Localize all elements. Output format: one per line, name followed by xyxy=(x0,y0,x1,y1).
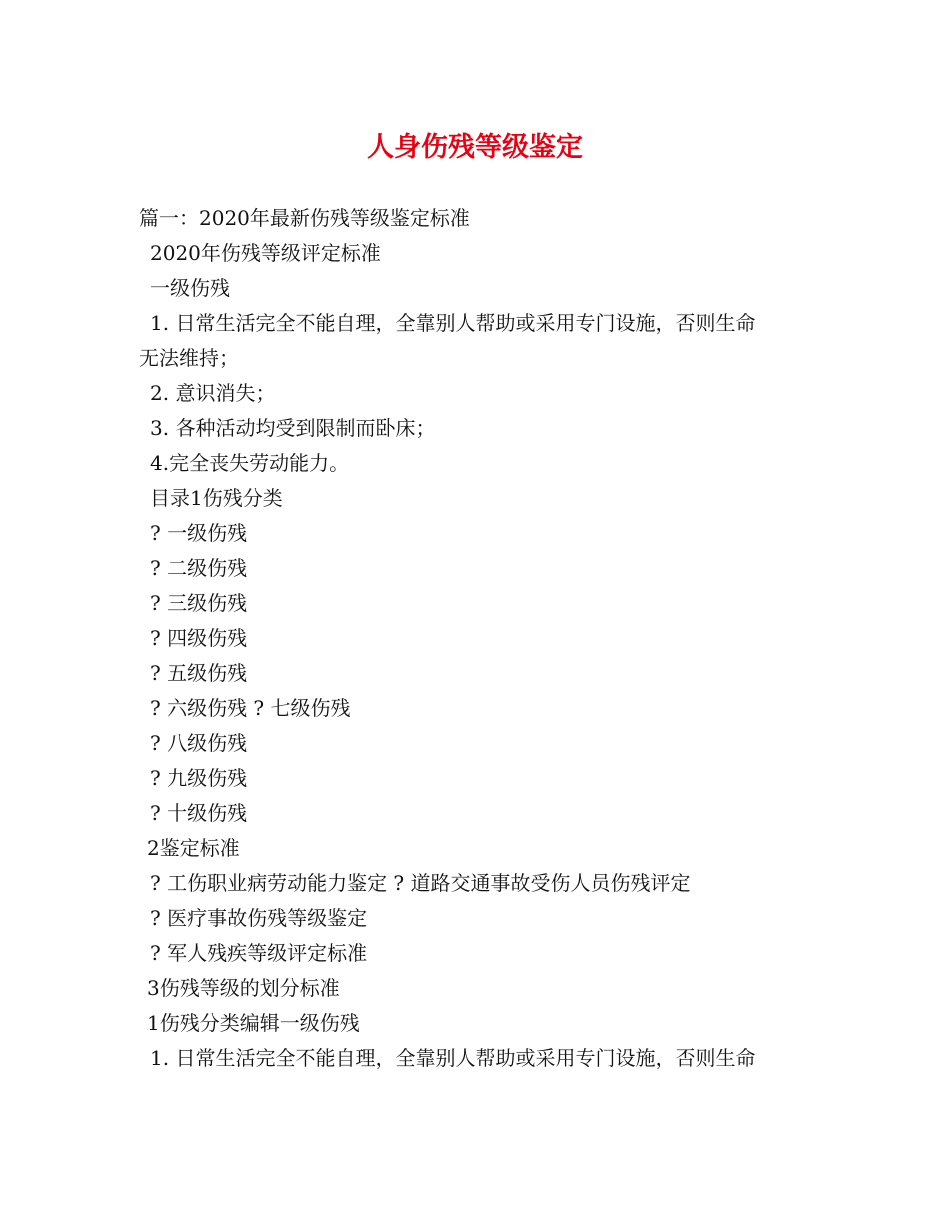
list-item: ? 九级伤残 xyxy=(150,766,248,790)
text-line: 2鉴定标准 xyxy=(147,836,240,860)
text-line: 1. 日常生活完全不能自理，全靠别人帮助或采用专门设施，否则生命 xyxy=(150,311,756,335)
text-line: 3伤残等级的划分标准 xyxy=(147,976,340,1000)
list-item: ? 工伤职业病劳动能力鉴定 ? 道路交通事故受伤人员伤残评定 xyxy=(150,871,691,895)
text-line: 3. 各种活动均受到限制而卧床； xyxy=(150,416,436,440)
text-line: 2020年伤残等级评定标准 xyxy=(150,241,381,265)
text-line: 篇一：2020年最新伤残等级鉴定标准 xyxy=(139,206,470,230)
list-item: ? 二级伤残 xyxy=(150,556,248,580)
list-item: ? 三级伤残 xyxy=(150,591,248,615)
list-item: ? 一级伤残 xyxy=(150,521,248,545)
text-line: 4.完全丧失劳动能力。 xyxy=(150,451,350,475)
list-item: ? 五级伤残 xyxy=(150,661,248,685)
list-item: ? 八级伤残 xyxy=(150,731,248,755)
list-item: ? 医疗事故伤残等级鉴定 xyxy=(150,906,368,930)
text-line: 目录1伤残分类 xyxy=(150,486,283,510)
list-item: ? 十级伤残 xyxy=(150,801,248,825)
text-line: 1伤残分类编辑一级伤残 xyxy=(147,1011,360,1035)
text-line: 1. 日常生活完全不能自理，全靠别人帮助或采用专门设施，否则生命 xyxy=(150,1046,756,1070)
list-item: ? 军人残疾等级评定标准 xyxy=(150,941,368,965)
document-body xyxy=(139,201,829,1076)
text-line: 无法维持； xyxy=(139,346,239,370)
document-title: 人身伤残等级鉴定 xyxy=(367,132,583,163)
text-line: 2. 意识消失； xyxy=(150,381,276,405)
list-item: ? 六级伤残 ? 七级伤残 xyxy=(150,696,351,720)
list-item: ? 四级伤残 xyxy=(150,626,248,650)
text-line: 一级伤残 xyxy=(150,276,230,300)
